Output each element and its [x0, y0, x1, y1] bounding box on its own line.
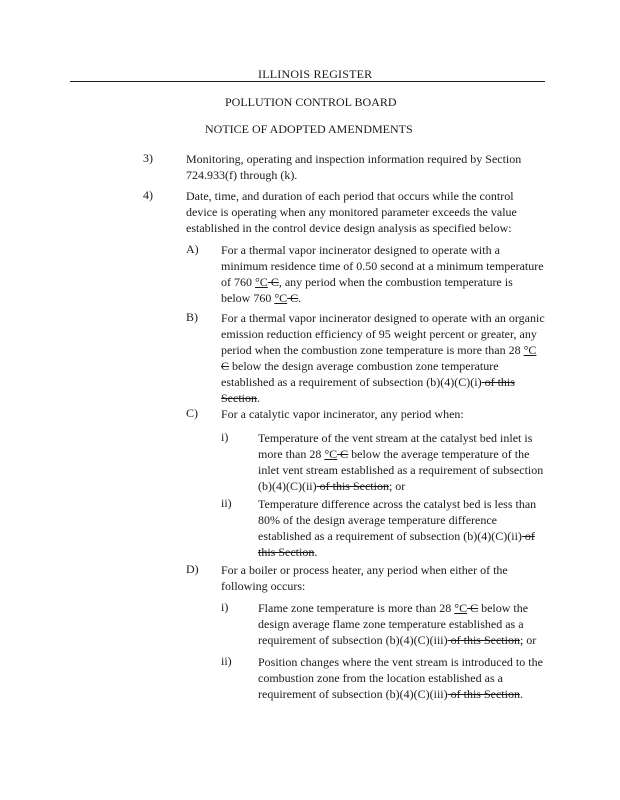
- register-title: ILLINOIS REGISTER: [258, 67, 373, 81]
- item-c-ii-text: [258, 496, 536, 560]
- item-d-i-text: [258, 600, 536, 648]
- inserted-unit: °C: [274, 291, 288, 305]
- item-b-line: Section.: [221, 391, 260, 405]
- item-c-i-text: [258, 430, 543, 494]
- item-b-line: emission reduction efficiency of 95 weight percent or greater, any: [221, 327, 537, 341]
- notice-title: NOTICE OF ADOPTED AMENDMENTS: [205, 122, 413, 136]
- item-4-text: [186, 188, 517, 236]
- item-d-i-number: i): [221, 600, 229, 614]
- item-d-ii-number: ii): [221, 654, 232, 668]
- item-d-ii-line: Position changes where the vent stream is introduced to the: [258, 655, 543, 669]
- item-3-number: 3): [143, 151, 153, 165]
- item-a-text: [221, 242, 544, 306]
- item-4-line: device is operating when any monitored parameter exceeds the value: [186, 205, 517, 219]
- inserted-unit: °C: [523, 343, 537, 357]
- item-a-line: of 760 °C C, any period when the combustion temperature is: [221, 275, 513, 289]
- item-c-ii-line: established as a requirement of subsection (b)(4)(C)(ii) of: [258, 529, 535, 543]
- item-a-line: minimum residence time of 0.50 second at a minimum temperature: [221, 259, 544, 273]
- item-d-i-line: design average flame zone temperature established as a: [258, 617, 524, 631]
- item-d-ii-text: [258, 654, 543, 702]
- item-4-number: 4): [143, 188, 153, 202]
- item-c-text: [221, 406, 464, 422]
- item-c-i-line: (b)(4)(C)(ii) of this Section; or: [258, 479, 406, 493]
- item-a-line: For a thermal vapor incinerator designed to operate with a: [221, 243, 500, 257]
- item-3-text: [186, 151, 521, 183]
- deleted-unit: C: [467, 601, 479, 615]
- item-c-line: For a catalytic vapor incinerator, any period when:: [221, 407, 464, 421]
- item-d-text: [221, 562, 508, 594]
- deleted-unit: C: [267, 275, 279, 289]
- item-c-ii-number: ii): [221, 496, 232, 510]
- item-c-i-line: Temperature of the vent stream at the catalyst bed inlet is: [258, 431, 533, 445]
- item-d-i-line: requirement of subsection (b)(4)(C)(iii) of this Section; or: [258, 633, 537, 647]
- item-4-line: established in the control device design analysis as specified below:: [186, 221, 512, 235]
- item-d-ii-line: requirement of subsection (b)(4)(C)(iii) of this Section.: [258, 687, 523, 701]
- item-a-line: below 760 °C C.: [221, 291, 302, 305]
- item-d-ii-line: combustion zone from the location established as a: [258, 671, 503, 685]
- inserted-unit: °C: [454, 601, 468, 615]
- item-c-ii-line: Temperature difference across the catalyst bed is less than: [258, 497, 537, 511]
- item-c-ii-line: 80% of the design average temperature difference: [258, 513, 497, 527]
- item-d-line: following occurs:: [221, 579, 306, 593]
- inserted-unit: °C: [255, 275, 268, 289]
- deleted-unit: C: [221, 359, 230, 373]
- item-a-number: A): [186, 242, 199, 256]
- board-title: POLLUTION CONTROL BOARD: [225, 95, 397, 109]
- item-4-line: Date, time, and duration of each period that occurs while the control: [186, 189, 514, 203]
- item-b-text: [221, 310, 545, 406]
- item-c-i-line: inlet vent stream established as a requirement of subsection: [258, 463, 544, 477]
- header-rule: [70, 81, 545, 82]
- inserted-unit: °C: [324, 447, 338, 461]
- item-c-i-number: i): [221, 430, 229, 444]
- item-b-line: For a thermal vapor incinerator designed to operate with an organic: [221, 311, 545, 325]
- item-b-line: established as a requirement of subsection (b)(4)(C)(i) of this: [221, 375, 515, 389]
- item-c-number: C): [186, 406, 198, 420]
- item-d-i-line: Flame zone temperature is more than 28 °C C below the: [258, 601, 529, 615]
- deleted-unit: C: [337, 447, 349, 461]
- item-3-line: Monitoring, operating and inspection information required by Section: [186, 152, 522, 166]
- item-b-line: period when the combustion zone temperature is more than 28 °C: [221, 343, 537, 357]
- item-d-line: For a boiler or process heater, any period when either of the: [221, 563, 508, 577]
- item-c-i-line: more than 28 °C C below the average temperature of the: [258, 447, 530, 461]
- item-b-line: C below the design average combustion zone temperature: [221, 359, 499, 373]
- item-3-line: 724.933(f) through (k).: [186, 168, 298, 182]
- item-d-number: D): [186, 562, 199, 576]
- item-c-ii-line: this Section.: [258, 545, 318, 559]
- item-b-number: B): [186, 310, 198, 324]
- deleted-unit: C: [287, 291, 299, 305]
